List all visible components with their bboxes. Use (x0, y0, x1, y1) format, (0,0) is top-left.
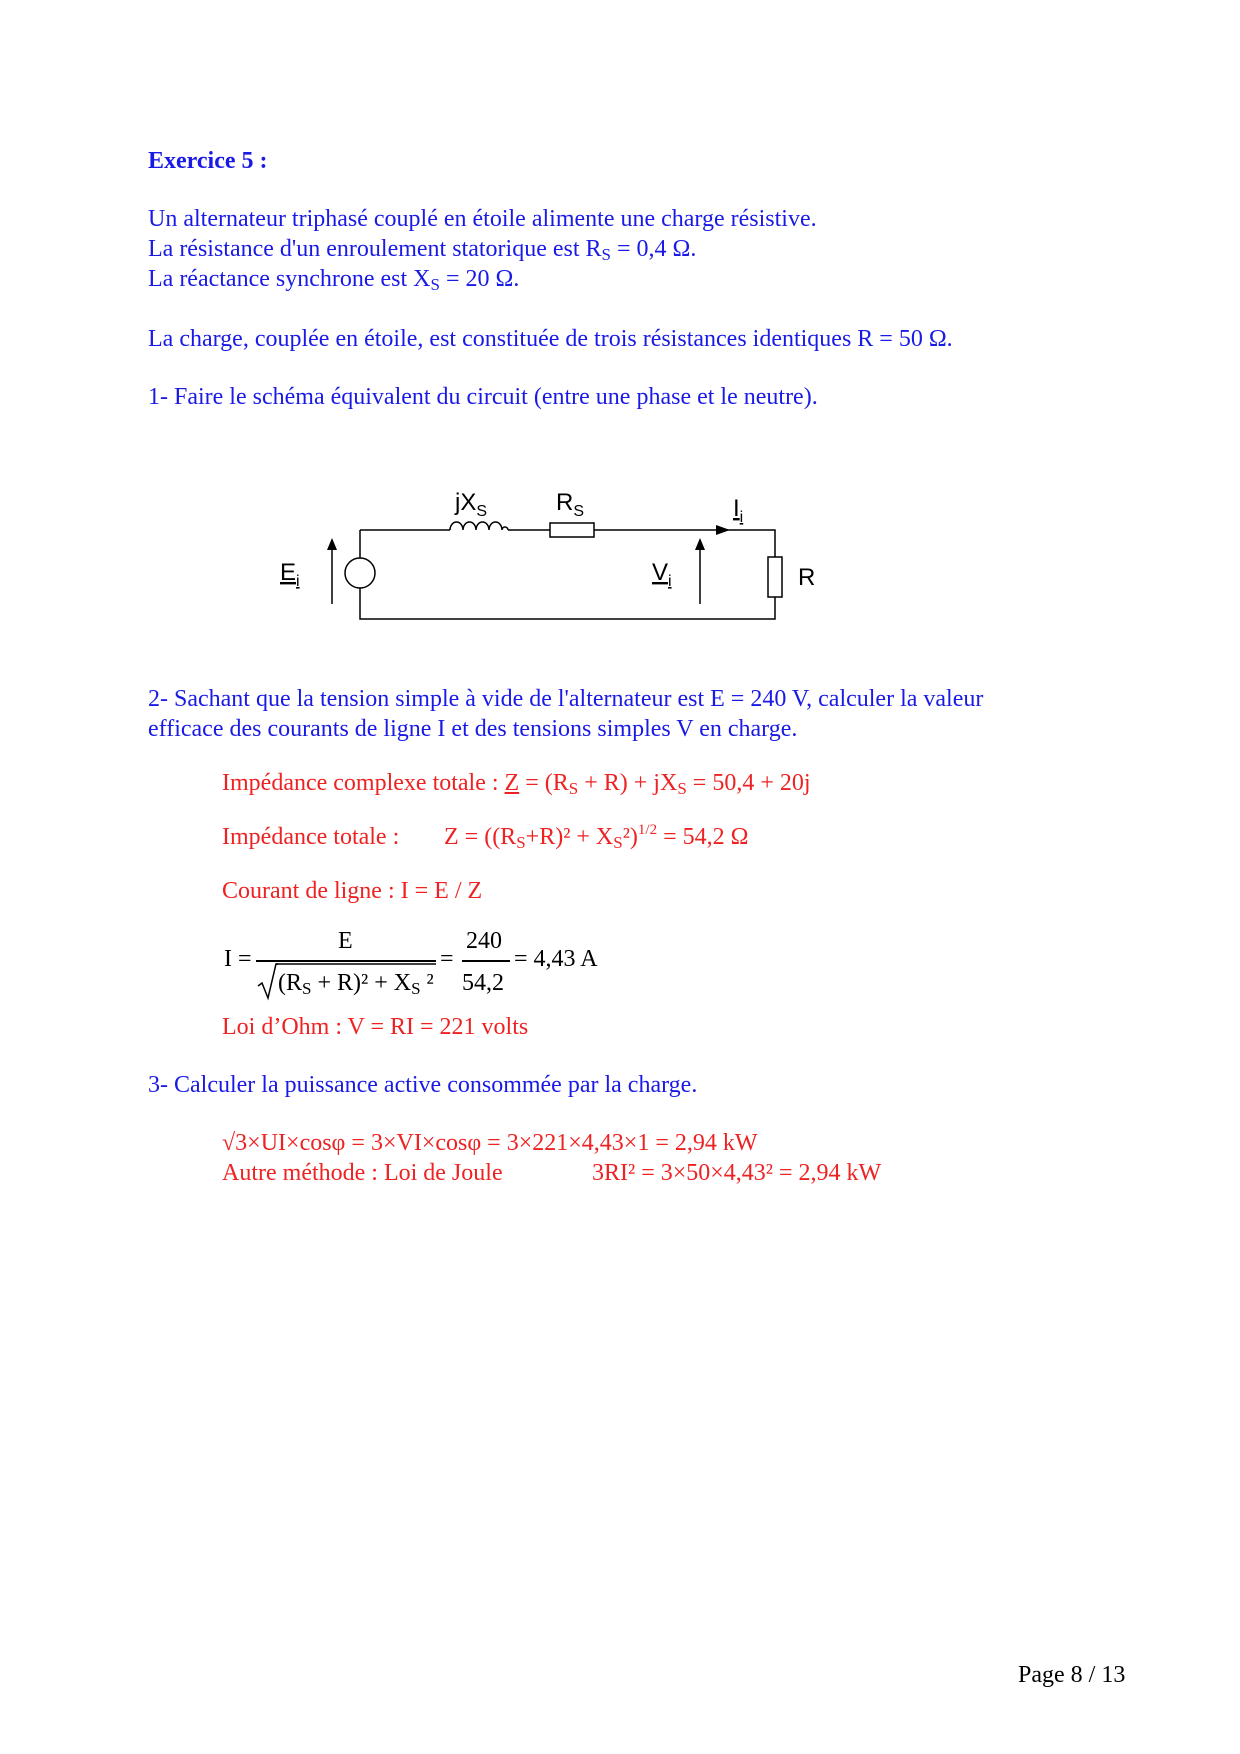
formula-numerator: E (338, 928, 353, 954)
question-3: 3- Calculer la puissance active consommée par la charge. (148, 1072, 698, 1098)
answer-impedance-totale-value: $Z = ((R_S+R)^2 + X_S^2)^{1/2} = 54,2$ Ω (444, 822, 749, 852)
rs-resistor (550, 523, 594, 537)
wire-bottom (360, 588, 775, 619)
answer-impedance-totale-label: Impédance totale : (222, 824, 400, 850)
intro-line-1: Un alternateur triphasé couplé en étoile alimente une charge résistive. (148, 206, 817, 232)
label-emf: $E_i$ (280, 559, 300, 590)
question-2-line-1: 2- Sachant que la tension simple à vide de l'alternateur est E = 240 V, calculer la valeur (148, 686, 984, 712)
label-rs: $R_S$ (556, 489, 585, 520)
inductor-coil (450, 522, 508, 530)
v-arrow-head (695, 538, 705, 550)
formula-numerator-2: 240 (466, 928, 502, 954)
answer-impedance-complexe: Impédance complexe totale : $Z = (R_S + R) + jX_S = 50,4 + 20j$ (222, 770, 811, 798)
source-circle (345, 558, 375, 588)
answer-courant: Courant de ligne : I = E / Z (222, 878, 483, 904)
intro-line-2: La résistance d'un enroulement statorique est $R_S = 0,4$ Ω. (148, 236, 697, 264)
question-1: 1- Faire le schéma équivalent du circuit (entre une phase et le neutre). (148, 384, 818, 410)
page-number: Page 8 / 13 (1018, 1662, 1126, 1688)
label-load-r: R (798, 564, 816, 591)
label-voltage: $V_i$ (652, 559, 672, 590)
formula-fraction-bar-2 (462, 960, 510, 962)
formula-lhs: I = (224, 946, 252, 972)
sqrt-vinculum (276, 963, 436, 965)
formula-denominator: $(R_S + R)^2 + X_S$ ² (278, 970, 434, 998)
answer-power-1: √3×UI×cosφ = 3×VI×cosφ = 3×221×4,43×1 = 2,94 kW (222, 1130, 758, 1156)
label-current: $I_i$ (733, 495, 744, 526)
formula-fraction-bar-1 (256, 960, 436, 962)
exercise-title: Exercice 5 : (148, 148, 268, 174)
load-resistor (768, 557, 782, 597)
current-arrow-head (716, 525, 730, 535)
label-jxs: $jX_S$ (455, 489, 488, 520)
wire-top-right (594, 530, 775, 557)
answer-ohm: Loi d’Ohm : V = RI = 221 volts (222, 1014, 529, 1040)
load-description: La charge, couplée en étoile, est constituée de trois résistances identiques R = 50 Ω. (148, 326, 953, 352)
formula-denominator-2: 54,2 (462, 970, 504, 996)
answer-power-2-label: Autre méthode : Loi de Joule (222, 1160, 503, 1186)
intro-line-3: La réactance synchrone est $X_S = 20$ Ω. (148, 266, 520, 294)
question-2-line-2: efficace des courants de ligne I et des tensions simples V en charge. (148, 716, 798, 742)
formula-result: = 4,43 A (514, 946, 598, 972)
sqrt-symbol (256, 962, 278, 1002)
answer-power-2-value: 3RI² = 3×50×4,43² = 2,94 kW (592, 1160, 882, 1186)
circuit-diagram (250, 480, 850, 640)
e-arrow-head (327, 538, 337, 550)
formula-equals: = (440, 946, 454, 972)
